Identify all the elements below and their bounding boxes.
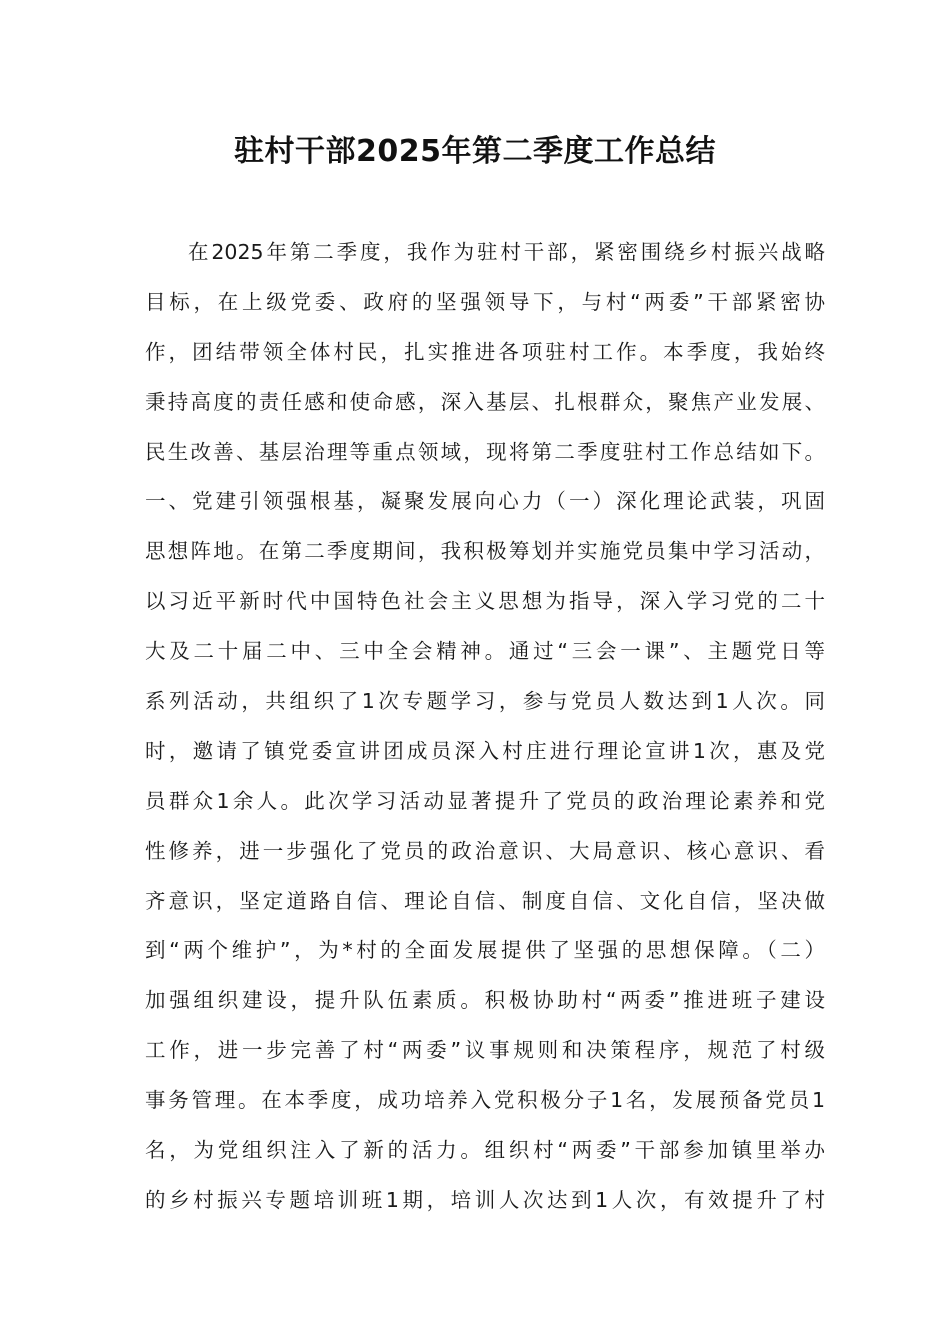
text-line: 一、党建引领强根基，凝聚发展向心力（一）深化理论武装，巩固 bbox=[145, 489, 825, 514]
text-line: 思想阵地。在第二季度期间，我积极筹划并实施党员集中学习活动， bbox=[145, 539, 825, 564]
text-line: 加强组织建设，提升队伍素质。积极协助村“两委”推进班子建设 bbox=[145, 988, 825, 1013]
text-line: 员群众1余人。此次学习活动显著提升了党员的政治理论素养和党 bbox=[145, 788, 825, 813]
text-line: 系列活动，共组织了1次专题学习，参与党员人数达到1人次。同 bbox=[145, 689, 825, 714]
text-line: 工作，进一步完善了村“两委”议事规则和决策程序，规范了村级 bbox=[145, 1038, 825, 1063]
text-line: 目标，在上级党委、政府的坚强领导下，与村“两委”干部紧密协 bbox=[145, 289, 825, 314]
text-line: 名，为党组织注入了新的活力。组织村“两委”干部参加镇里举办 bbox=[145, 1138, 825, 1163]
text-line: 时，邀请了镇党委宣讲团成员深入村庄进行理论宣讲1次，惠及党 bbox=[145, 738, 825, 763]
text-line: 性修养，进一步强化了党员的政治意识、大局意识、核心意识、看 bbox=[145, 838, 825, 863]
text-line: 齐意识，坚定道路自信、理论自信、制度自信、文化自信，坚决做 bbox=[145, 888, 825, 913]
text-line: 在2025年第二季度，我作为驻村干部，紧密围绕乡村振兴战略 bbox=[188, 240, 825, 264]
document-title: 驻村干部2025年第二季度工作总结 bbox=[234, 134, 716, 169]
text-line: 秉持高度的责任感和使命感，深入基层、扎根群众，聚焦产业发展、 bbox=[145, 389, 825, 414]
text-line: 以习近平新时代中国特色社会主义思想为指导，深入学习党的二十 bbox=[145, 589, 825, 614]
text-line: 事务管理。在本季度，成功培养入党积极分子1名，发展预备党员1 bbox=[145, 1088, 825, 1113]
text-line: 作，团结带领全体村民，扎实推进各项驻村工作。本季度，我始终 bbox=[145, 339, 825, 364]
text-line: 大及二十届二中、三中全会精神。通过“三会一课”、主题党日等 bbox=[145, 639, 825, 664]
document-body bbox=[145, 228, 825, 1226]
text-line: 的乡村振兴专题培训班1期，培训人次达到1人次，有效提升了村 bbox=[145, 1187, 825, 1212]
text-line: 到“两个维护”，为*村的全面发展提供了坚强的思想保障。（二） bbox=[145, 938, 825, 963]
text-line: 民生改善、基层治理等重点领域，现将第二季度驻村工作总结如下。 bbox=[145, 439, 825, 464]
